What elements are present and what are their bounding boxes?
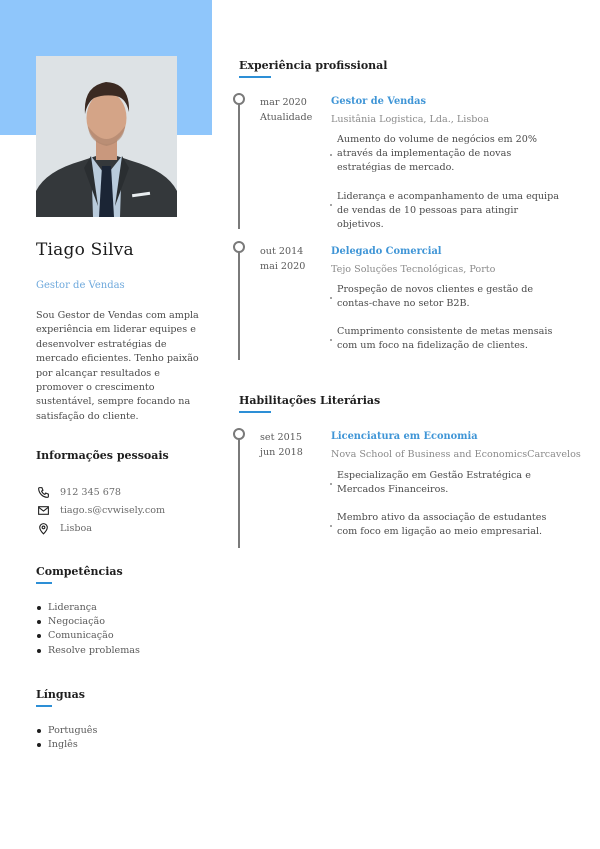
heading-underline: [239, 411, 271, 413]
timeline-line: [238, 434, 240, 548]
bullet-dot: [330, 204, 332, 206]
job-title: Delegado Comercial: [331, 246, 442, 257]
bullet-dot: [330, 297, 332, 299]
start-date: set 2015: [260, 432, 302, 443]
start-date: mar 2020: [260, 97, 307, 108]
timeline-line: [238, 247, 240, 360]
personal-info-title: Informações pessoais: [36, 449, 169, 462]
timeline-node: [233, 93, 245, 105]
skill-item: Liderança: [36, 601, 140, 615]
education-bullet: Especialização em Gestão Estratégica e Mercados Financeiros.: [330, 469, 562, 497]
start-date: out 2014: [260, 246, 304, 257]
experience-dates: [260, 245, 305, 274]
end-date: mai 2020: [260, 260, 306, 272]
degree-title: Licenciatura em Economia: [331, 431, 478, 442]
end-date: jun 2018: [260, 446, 303, 458]
education-title: Habilitações Literárias: [239, 394, 381, 407]
contact-phone: [36, 484, 206, 500]
candidate-role: Gestor de Vendas: [36, 280, 125, 291]
contact-email: [36, 502, 206, 518]
skills-title: Competências: [36, 565, 123, 578]
heading-underline: [239, 76, 271, 78]
experience-bullet: Cumprimento consistente de metas mensais com um foco na fidelização de clientes.: [330, 325, 562, 353]
languages-list: [36, 724, 97, 752]
job-title: Gestor de Vendas: [331, 96, 427, 107]
skill-item: Negociação: [36, 615, 140, 629]
end-date: Atualidade: [260, 111, 313, 123]
languages-heading: [36, 688, 85, 701]
experience-title: Experiência profissional: [239, 59, 388, 72]
company-name: Lusitânia Logistica, Lda., Lisboa: [331, 114, 489, 125]
personal-info-heading: [36, 449, 169, 462]
bullet-dot: [330, 339, 332, 341]
heading-underline: [36, 705, 52, 707]
email-icon: [36, 503, 50, 517]
candidate-name: Tiago Silva: [36, 240, 134, 260]
timeline-node: [233, 428, 245, 440]
bullet-dot: [330, 483, 332, 485]
experience-heading: [239, 59, 387, 72]
location-text: Lisboa: [60, 522, 92, 534]
education-dates: [260, 431, 303, 460]
school-name: Nova School of Business and EconomicsCarcavelos: [331, 449, 581, 460]
education-heading: [239, 394, 380, 407]
languages-title: Línguas: [36, 688, 85, 701]
timeline-node: [233, 241, 245, 253]
experience-bullet: Prospeção de novos clientes e gestão de contas-chave no setor B2B.: [330, 283, 562, 311]
portrait-image: [36, 56, 177, 217]
skill-item: Resolve problemas: [36, 644, 140, 658]
email-address: tiago.s@cvwisely.com: [60, 504, 166, 516]
skills-heading: [36, 565, 123, 578]
profile-photo: [36, 56, 177, 217]
profile-summary: Sou Gestor de Vendas com ampla experiência em liderar equipes e desenvolver estratégias de mercado eficientes. Tenho paixão por alcançar resultados e promover o crescimento sustentável, sempre focando na satisfação do cliente.: [36, 310, 199, 422]
timeline-line: [238, 99, 240, 229]
experience-bullet: Liderança e acompanhamento de uma equipa de vendas de 10 pessoas para atingir objetivos.: [330, 190, 562, 233]
bullet-dot: [330, 525, 332, 527]
skills-list: [36, 601, 140, 658]
contact-location: [36, 520, 206, 536]
heading-underline: [36, 582, 52, 584]
bullet-dot: [330, 154, 332, 156]
location-icon: [36, 521, 50, 535]
experience-bullet: Aumento do volume de negócios em 20% através da implementação de novas estratégias de mercado.: [330, 133, 562, 176]
language-item: Inglês: [36, 738, 97, 752]
language-item: Português: [36, 724, 97, 738]
company-name: Tejo Soluções Tecnológicas, Porto: [331, 264, 496, 275]
education-bullet: Membro ativo da associação de estudantes com foco em ligação ao meio empresarial.: [330, 511, 562, 539]
skill-item: Comunicação: [36, 629, 140, 643]
phone-icon: [36, 485, 50, 499]
experience-dates: [260, 96, 312, 125]
phone-number: 912 345 678: [60, 486, 122, 498]
